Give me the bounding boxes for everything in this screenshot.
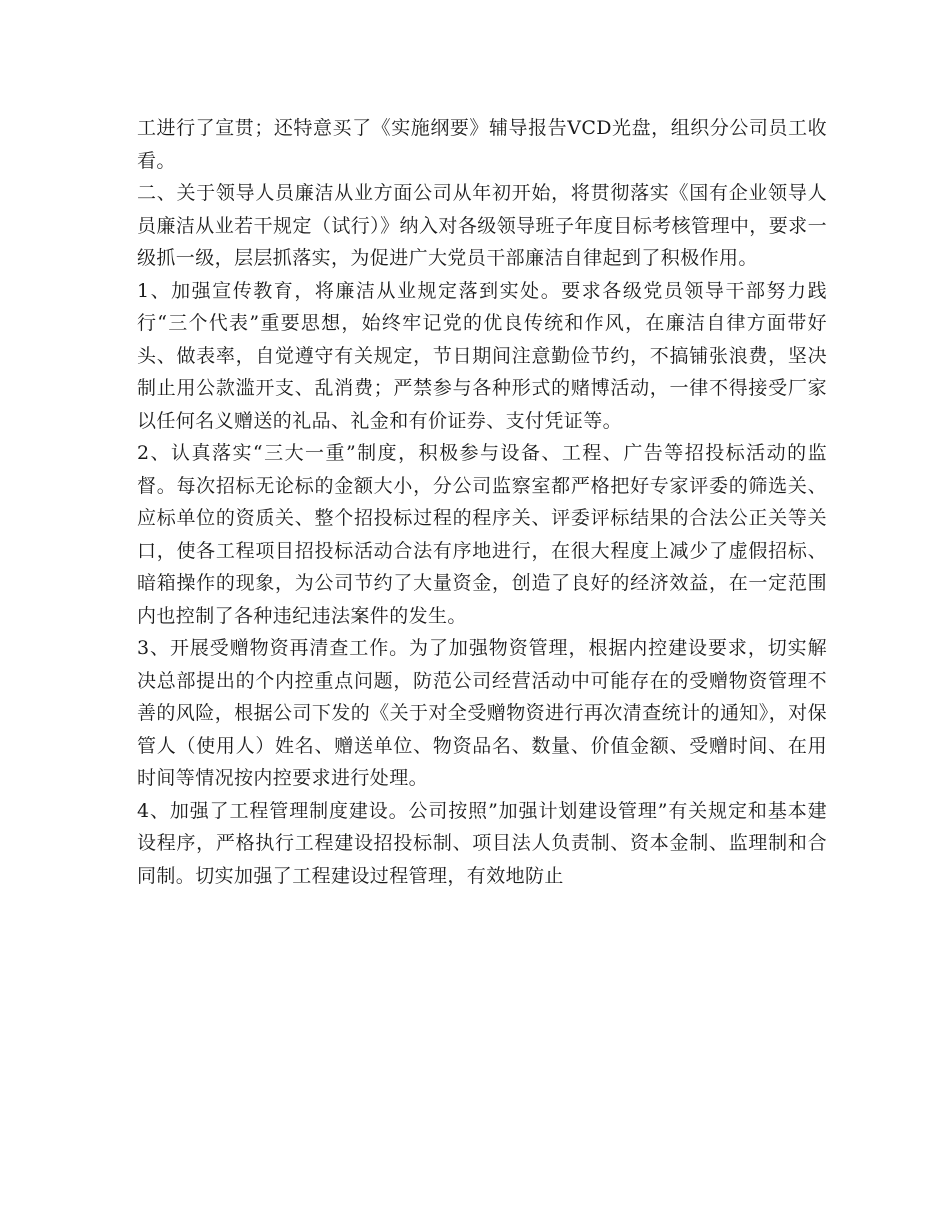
- paragraph-4: 2、认真落实“三大一重”制度，积极参与设备、工程、广告等招投标活动的监督。每次招标无论标的金额大小，分公司监察室都严格把好专家评委的筛选关、应标单位的资质关、整个招投标过程的程序关、评委评标结果的合法公正关等关口，使各工程项目招投标活动合法有序地进行，在很大程度上减少了虚假招标、暗箱操作的现象，为公司节约了大量资金，创造了良好的经济效益，在一定范围内也控制了各种违纪违法案件的发生。: [137, 442, 827, 627]
- paragraph-2: 二、关于领导人员廉洁从业方面公司从年初开始，将贯彻落实《国有企业领导人员廉洁从业若干规定（试行）》纳入对各级领导班子年度目标考核管理中，要求一级抓一级，层层抓落实，为促进广大党员干部廉洁自律起到了积极作用。: [137, 182, 827, 269]
- document-page: [137, 112, 827, 892]
- paragraph-3: 1、加强宣传教育，将廉洁从业规定落到实处。要求各级党员领导干部努力践行“三个代表”重要思想，始终牢记党的优良传统和作风，在廉洁自律方面带好头、做表率，自觉遵守有关规定，节日期间注意勤俭节约，不搞铺张浪费，坚决制止用公款滥开支、乱消费；严禁参与各种形式的赌博活动，一律不得接受厂家以任何名义赠送的礼品、礼金和有价证券、支付凭证等。: [137, 279, 827, 432]
- paragraph-1: 工进行了宣贯；还特意买了《实施纲要》辅导报告VCD光盘，组织分公司员工收看。: [137, 117, 827, 172]
- paragraph-6: 4、加强了工程管理制度建设。公司按照”加强计划建设管理”有关规定和基本建设程序，严格执行工程建设招投标制、项目法人负责制、资本金制、监理制和合同制。切实加强了工程建设过程管理，有效地防止: [137, 799, 827, 887]
- paragraph-5: 3、开展受赠物资再清查工作。为了加强物资管理，根据内控建设要求，切实解决总部提出的个内控重点问题，防范公司经营活动中可能存在的受赠物资管理不善的风险，根据公司下发的《关于对全受赠物资进行再次清查统计的通知》，对保管人（使用人）姓名、赠送单位、物资品名、数量、价值金额、受赠时间、在用时间等情况按内控要求进行处理。: [137, 637, 827, 789]
